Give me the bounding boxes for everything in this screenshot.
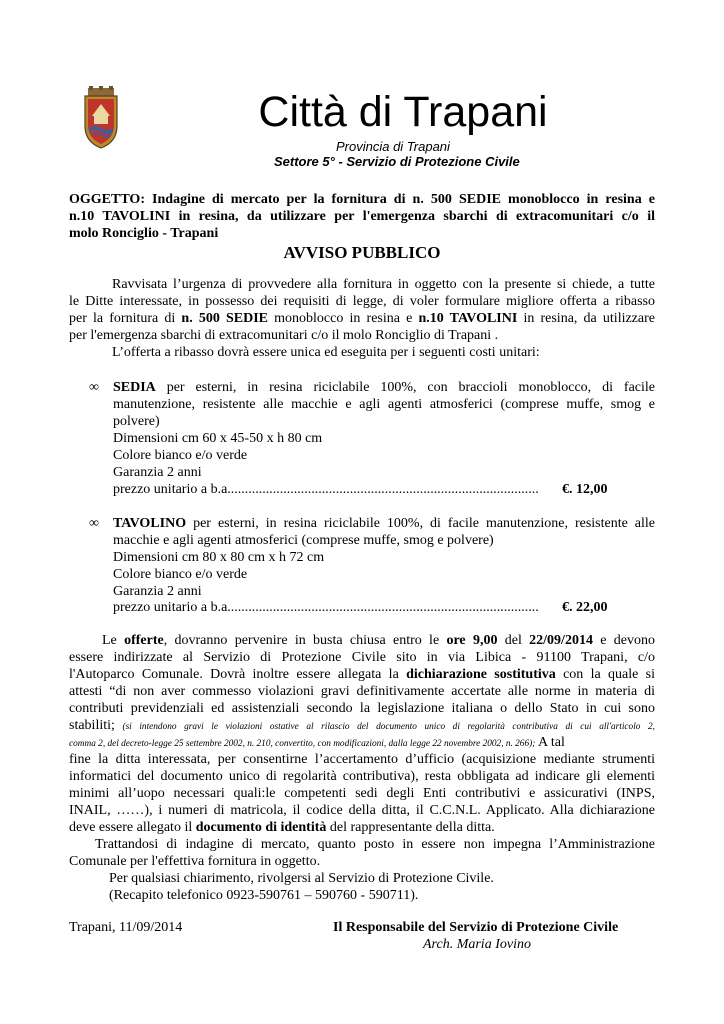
deadline-date: 22/09/2014 (529, 633, 593, 648)
item-sedia-dimensions: Dimensioni cm 60 x 45-50 x h 80 cm (113, 431, 323, 446)
item-sedia-line-3: polvere) (113, 414, 160, 429)
cond-text: del (497, 633, 530, 648)
conditions-line-12 (69, 820, 495, 837)
legal-note: (si intendono gravi le violazioni ostative al rilascio del documento unico di regolarità contributiva di cui all'articolo 2, (114, 722, 655, 732)
intro-line-5: L’offerta a ribasso dovrà essere unica ed eseguita per i seguenti costi unitari: (112, 345, 540, 360)
intro-text: per la fornitura di (69, 311, 182, 326)
intro-line-2: le Ditte interessate, in possesso dei requisiti di legge, di voler formulare migliore offerta a ribasso (69, 294, 655, 309)
cond-text: del rappresentante della ditta. (326, 820, 495, 835)
deadline-time: ore 9,00 (446, 633, 498, 648)
item-sedia-line-2: manutenzione, resistente alle macchie e agli agenti atmosferici (comprese muffe, smog e (113, 397, 655, 412)
item-name: SEDIA (113, 380, 156, 395)
offers-label: offerte (124, 633, 164, 648)
conditions-line-6 (69, 718, 655, 736)
bullet-icon: ∞ (89, 380, 99, 395)
item-tavolino-price-label: prezzo unitario a b.a......................................................................................... (113, 600, 539, 615)
item-tavolino-price: €. 22,00 (562, 600, 608, 615)
item-sedia-price-label: prezzo unitario a b.a......................................................................................... (113, 482, 539, 497)
sector-subtitle: Settore 5° - Servizio di Protezione Civile (274, 154, 520, 169)
item-tavolino-dimensions: Dimensioni cm 80 x 80 cm x h 72 cm (113, 550, 325, 565)
intro-text: in resina, da utilizzare (517, 311, 655, 326)
notice-title: AVVISO PUBBLICO (283, 243, 441, 262)
sedie-qty: n. 500 SEDIE (181, 311, 269, 326)
intro-line-4: per l'emergenza sbarchi di extracomunitari c/o il molo Ronciglio di Trapani . (69, 328, 499, 343)
intro-text: monoblocco in resina e (268, 311, 419, 326)
signer-role: Il Responsabile del Servizio di Protezione Civile (333, 920, 619, 935)
city-title: Città di Trapani (258, 88, 548, 136)
conditions-line-9: informatici del documento unico di regolarità contributiva), resta obbligata ad indicare gli elementi (69, 769, 655, 784)
item-sedia-line-1 (113, 380, 655, 397)
conditions-line-10: minimi all’uopo necessari quali:le competenti sedi degli Enti contributivi e assicurativi (INPS, (69, 786, 655, 801)
cond-text: stabiliti; (69, 718, 115, 733)
place-date: Trapani, 11/09/2014 (69, 920, 183, 935)
conditions-line-13: Trattandosi di indagine di mercato, quanto posto in essere non impegna l’Amministrazione (95, 837, 655, 852)
cond-text: Le (102, 633, 125, 648)
cond-text: , dovranno pervenire in busta chiusa entro le (163, 633, 447, 648)
item-tavolino-color: Colore bianco e/o verde (113, 567, 248, 582)
declaration-label: dichiarazione sostitutiva (406, 667, 556, 682)
conditions-line-4: attesti “di non aver commesso violazioni gravi definitivamente accertate alle norme in materia di (69, 684, 655, 699)
conditions-line-8: fine la ditta interessata, per consentirne l’accertamento d’ufficio (acquisizione mediante strumenti (69, 752, 655, 767)
conditions-line-5: contributi previdenziali ed assistenziali secondo la legislazione italiana o dello Stato in cui sono (69, 701, 655, 716)
subject-line-1: OGGETTO: Indagine di mercato per la fornitura di n. 500 SEDIE monoblocco in resina e (69, 192, 655, 207)
cond-text: A tal (535, 735, 565, 750)
conditions-line-7 (69, 735, 565, 753)
item-sedia-price: €. 12,00 (562, 482, 608, 497)
cond-text: deve essere allegato il (69, 820, 196, 835)
cond-text: e devono (592, 633, 655, 648)
conditions-line-1 (102, 633, 655, 650)
contact-line: Per qualsiasi chiarimento, rivolgersi al Servizio di Protezione Civile. (109, 871, 494, 886)
cond-text: con la quale si (555, 667, 655, 682)
subject-line-3: molo Ronciglio - Trapani (69, 226, 219, 241)
tavolini-qty: n.10 TAVOLINI (418, 311, 518, 326)
item-sedia-color: Colore bianco e/o verde (113, 448, 248, 463)
intro-line-1: Ravvisata l’urgenza di provvedere alla fornitura in oggetto con la presente si chiede, a tutte (112, 277, 655, 292)
subject-line-2: n.10 TAVOLINI in resina, da utilizzare per l'emergenza sbarchi di extracomunitari c/o il (69, 209, 655, 224)
item-name: TAVOLINO (113, 516, 187, 531)
cond-text: l'Autoparco Comunale. Dovrà inoltre essere allegata la (69, 667, 407, 682)
item-tavolino-line-2: macchie e agli agenti atmosferici (comprese muffe, smog e polvere) (113, 533, 494, 548)
bullet-icon: ∞ (89, 516, 99, 531)
phone-line: (Recapito telefonico 0923-590761 – 590760 - 590711). (109, 888, 419, 903)
item-tavolino-line-1 (113, 516, 655, 533)
intro-line-3 (69, 311, 655, 328)
item-tavolino-warranty: Garanzia 2 anni (113, 584, 202, 599)
id-document-label: documento di identità (195, 820, 327, 835)
province-subtitle: Provincia di Trapani (336, 139, 450, 154)
item-desc: per esterni, in resina riciclabile 100%, con braccioli monoblocco, di facile (155, 380, 655, 395)
legal-note: comma 2, del decreto-legge 25 settembre 2002, n. 210, convertito, con modificazioni, dalla legge 22 novembre 2002, n. 266); (69, 739, 536, 749)
conditions-line-2: essere indirizzate al Servizio di Protezione Civile sito in via Libica - 91100 Trapani, c/o (69, 650, 655, 665)
item-desc: per esterni, in resina riciclabile 100%, di facile manutenzione, resistente alle (186, 516, 655, 531)
item-sedia-warranty: Garanzia 2 anni (113, 465, 202, 480)
signer-name: Arch. Maria Iovino (423, 937, 531, 952)
conditions-line-11: INAIL, ……), i numeri di matricola, il codice della ditta, il C.C.N.L. Applicato. Alla dichiarazione (69, 803, 655, 818)
conditions-line-3 (69, 667, 655, 684)
conditions-line-14: Comunale per l'effettiva fornitura in oggetto. (69, 854, 321, 869)
